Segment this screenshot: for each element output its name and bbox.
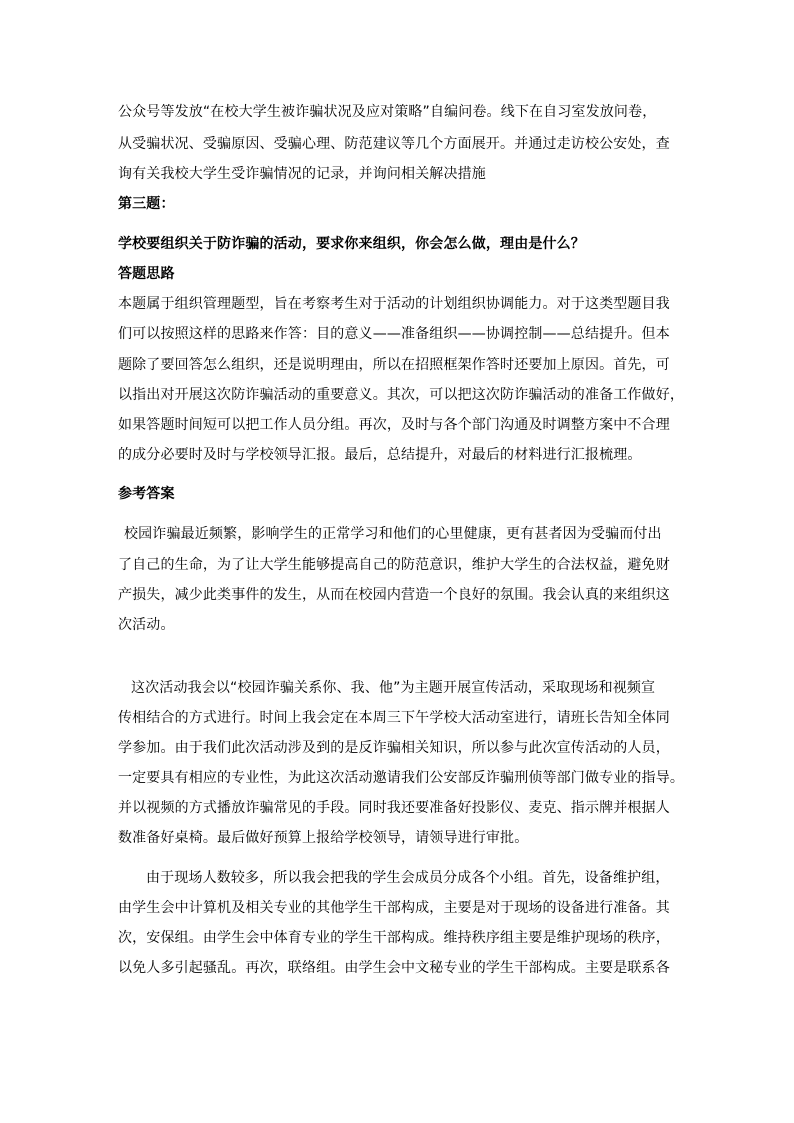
- approach-line: 题除了要回答怎么组织，还是说明理由，所以在招照框架作答时还要加上原因。首先，可: [118, 357, 670, 373]
- answer-line: 由于现场人数较多，所以我会把我的学生会成员分成各个小组。首先，设备维护组，: [146, 870, 670, 886]
- answer-line: 产损失，减少此类事件的发生，从而在校园内营造一个良好的氛围。我会认真的来组织这: [118, 587, 670, 603]
- answer-line: 数准备好桌椅。最后做好预算上报给学校领导，请领导进行审批。: [118, 830, 529, 846]
- question-number: 第三题：: [118, 196, 175, 212]
- answer-line: 由学生会中计算机及相关专业的其他学生干部构成，主要是对于现场的设备进行准备。其: [118, 900, 670, 916]
- answer-line: 了自己的生命，为了让大学生能够提高自己的防范意识，维护大学生的合法权益，避免财: [118, 557, 670, 573]
- approach-line: 的成分必要时及时与学校领导汇报。最后，总结提升，对最后的材料进行汇报梳理。: [118, 447, 642, 463]
- answer-line: 校园诈骗最近频繁，影响学生的正常学习和他们的心里健康，更有甚者因为受骗而付出: [124, 526, 662, 542]
- intro-line: 询有关我校大学生受诈骗情况的记录，并询问相关解决措施: [118, 166, 486, 182]
- question-text: 学校要组织关于防诈骗的活动，要求你来组织，你会怎么做，理由是什么？: [118, 236, 585, 252]
- approach-line: 本题属于组织管理题型，旨在考察考生对于活动的计划组织协调能力。对于这类型题目我: [118, 296, 670, 312]
- answer-line: 学参加。由于我们此次活动涉及到的是反诈骗相关知识，所以参与此次宣传活动的人员，: [118, 740, 670, 756]
- answer-line: 次活动。: [118, 617, 175, 633]
- intro-line: 从受骗状况、受骗原因、受骗心理、防范建议等几个方面展开。并通过走访校公安处，查: [118, 136, 670, 152]
- answer-line: 这次活动我会以“校园诈骗关系你、我、他”为主题开展宣传活动，采取现场和视频宣: [131, 680, 656, 696]
- section-heading-answer: 参考答案: [118, 486, 175, 502]
- answer-line: 传相结合的方式进行。时间上我会定在本周三下午学校大活动室进行，请班长告知全体同: [118, 710, 670, 726]
- answer-line: 以免人多引起骚乱。再次，联络组。由学生会中文秘专业的学生干部构成。主要是联系各: [118, 960, 670, 976]
- approach-line: 们可以按照这样的思路来作答：目的意义——准备组织——协调控制——总结提升。但本: [118, 326, 670, 342]
- answer-line: 一定要具有相应的专业性，为此这次活动邀请我们公安部反诈骗刑侦等部门做专业的指导。: [118, 770, 684, 786]
- approach-line: 以指出对开展这次防诈骗活动的重要意义。其次，可以把这次防诈骗活动的准备工作做好，: [118, 387, 684, 403]
- intro-line: 公众号等发放“在校大学生被诈骗状况及应对策略”自编问卷。线下在自习室发放问卷，: [118, 104, 657, 120]
- answer-line: 并以视频的方式播放诈骗常见的手段。同时我还要准备好投影仪、麦克、指示牌并根据人: [118, 800, 670, 816]
- answer-line: 次，安保组。由学生会中体育专业的学生干部构成。维持秩序组主要是维护现场的秩序，: [118, 930, 670, 946]
- approach-line: 如果答题时间短可以把工作人员分组。再次，及时与各个部门沟通及时调整方案中不合理: [118, 417, 670, 433]
- section-heading-approach: 答题思路: [118, 266, 175, 282]
